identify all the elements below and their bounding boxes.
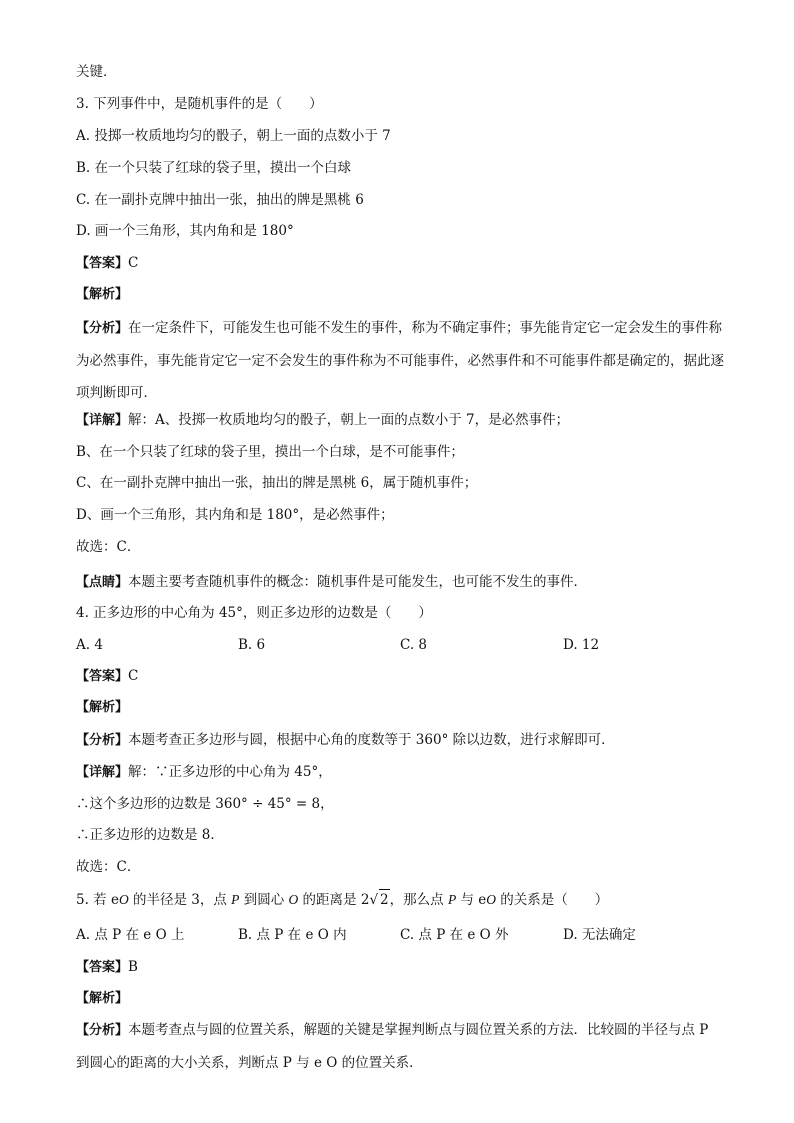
fenxi-tag: 【分析】 bbox=[76, 733, 129, 748]
detail-line: ∴这个多边形的边数是 360° ÷ 45° = 8， bbox=[76, 796, 334, 812]
dianjing-line bbox=[76, 572, 587, 593]
choice-line: 故选：C． bbox=[76, 539, 141, 555]
analysis-line bbox=[76, 730, 615, 751]
question-4: 4. 正多边形的中心角为 45°，则正多边形的边数是（ ） bbox=[76, 605, 432, 621]
option-c: C. 8 bbox=[400, 637, 428, 653]
q5-text: 的半径是 3，点 bbox=[128, 892, 232, 908]
option-a: A. 投掷一枚质地均匀的骰子，朝上一面的点数小于 7 bbox=[76, 128, 391, 144]
fenxi-text: 本题考查正多边形与圆，根据中心角的度数等于 360° 除以边数，进行求解即可． bbox=[128, 732, 615, 748]
option-d: D. 无法确定 bbox=[563, 927, 636, 943]
choice-line: 故选：C． bbox=[76, 859, 141, 875]
detail-line: B、在一个只装了红球的袋子里，摸出一个白球，是不可能事件； bbox=[76, 444, 464, 460]
q5-text: ，那么点 bbox=[389, 892, 448, 908]
detail-line: ∴正多边形的边数是 8． bbox=[76, 827, 224, 843]
q5-text: 与 e bbox=[456, 892, 487, 908]
answer-value: C bbox=[128, 255, 139, 271]
answer-line bbox=[76, 253, 138, 274]
analysis-tag: 【解析】 bbox=[76, 287, 129, 302]
option-a: A. 点 P 在 e O 上 bbox=[76, 927, 185, 943]
xiangjie-tag: 【详解】 bbox=[76, 765, 129, 780]
text-line: 关键． bbox=[76, 64, 117, 80]
fenxi-text: 本题考查点与圆的位置关系，解题的关键是掌握判断点与圆位置关系的方法．比较圆的半径与点 P 到圆心的距离的大小关系，判断点 P 与 e O 的位置关系． bbox=[76, 1022, 709, 1071]
sqrt-symbol: √ 2 bbox=[369, 889, 389, 910]
detail-line: D、画一个三角形，其内角和是 180°，是必然事件； bbox=[76, 507, 394, 523]
analysis-paragraph bbox=[76, 312, 726, 409]
option-b: B. 点 P 在 e O 内 bbox=[238, 927, 347, 943]
answer-line bbox=[76, 957, 138, 978]
answer-tag: 【答案】 bbox=[76, 256, 129, 271]
sqrt-radicand: 2 bbox=[379, 889, 390, 910]
dianjing-text: 本题主要考查随机事件的概念：随机事件是可能发生，也可能不发生的事件． bbox=[128, 574, 588, 590]
option-d: D. 画一个三角形，其内角和是 180° bbox=[76, 223, 294, 239]
option-c: C. 点 P 在 e O 外 bbox=[400, 927, 509, 943]
q5-symbol: O bbox=[486, 892, 497, 907]
q5-symbol: P bbox=[447, 892, 457, 907]
q5-text: 的关系是（ ） bbox=[496, 892, 609, 908]
option-a: A. 4 bbox=[76, 637, 103, 653]
q5-text: 5. 若 e bbox=[76, 892, 119, 908]
q5-symbol: O bbox=[288, 892, 299, 907]
fenxi-tag: 【分析】 bbox=[76, 1023, 129, 1038]
q5-symbol: P bbox=[231, 892, 240, 907]
dianjing-tag: 【点睛】 bbox=[76, 575, 129, 590]
fenxi-tag: 【分析】 bbox=[76, 321, 129, 336]
answer-value: B bbox=[128, 959, 138, 975]
answer-tag: 【答案】 bbox=[76, 669, 129, 684]
xiangjie-text: 解：∵正多边形的中心角为 45°， bbox=[128, 764, 332, 780]
answer-value: C bbox=[128, 668, 139, 684]
fenxi-text: 在一定条件下，可能发生也可能不发生的事件，称为不确定事件；事先能肯定它一定会发生的事件称为必然事件，事先能肯定它一定不会发生的事件称为不可能事件，必然事件和不可能事件都是确定的，据此逐项判断即可． bbox=[76, 320, 724, 401]
question-3: 3. 下列事件中，是随机事件的是（ ） bbox=[76, 96, 323, 112]
q5-symbol: O bbox=[118, 892, 129, 907]
q5-text: 到圆心 bbox=[239, 892, 289, 908]
analysis-tag: 【解析】 bbox=[76, 991, 129, 1006]
option-b: B. 在一个只装了红球的袋子里，摸出一个白球 bbox=[76, 160, 352, 176]
answer-line bbox=[76, 666, 138, 687]
option-c: C. 在一副扑克牌中抽出一张，抽出的牌是黑桃 6 bbox=[76, 192, 364, 208]
detail-line: C、在一副扑克牌中抽出一张，抽出的牌是黑桃 6，属于随机事件； bbox=[76, 475, 478, 491]
analysis-paragraph bbox=[76, 1014, 726, 1079]
detail-line bbox=[76, 410, 569, 431]
answer-tag: 【答案】 bbox=[76, 960, 129, 975]
option-d: D. 12 bbox=[563, 637, 600, 653]
question-5 bbox=[76, 889, 608, 910]
q5-text: 的距离是 2 bbox=[298, 892, 370, 908]
analysis-tag: 【解析】 bbox=[76, 700, 129, 715]
detail-line bbox=[76, 762, 332, 783]
option-b: B. 6 bbox=[238, 637, 266, 653]
xiangjie-text: 解：A、投掷一枚质地均匀的骰子，朝上一面的点数小于 7，是必然事件； bbox=[128, 412, 570, 428]
xiangjie-tag: 【详解】 bbox=[76, 413, 129, 428]
